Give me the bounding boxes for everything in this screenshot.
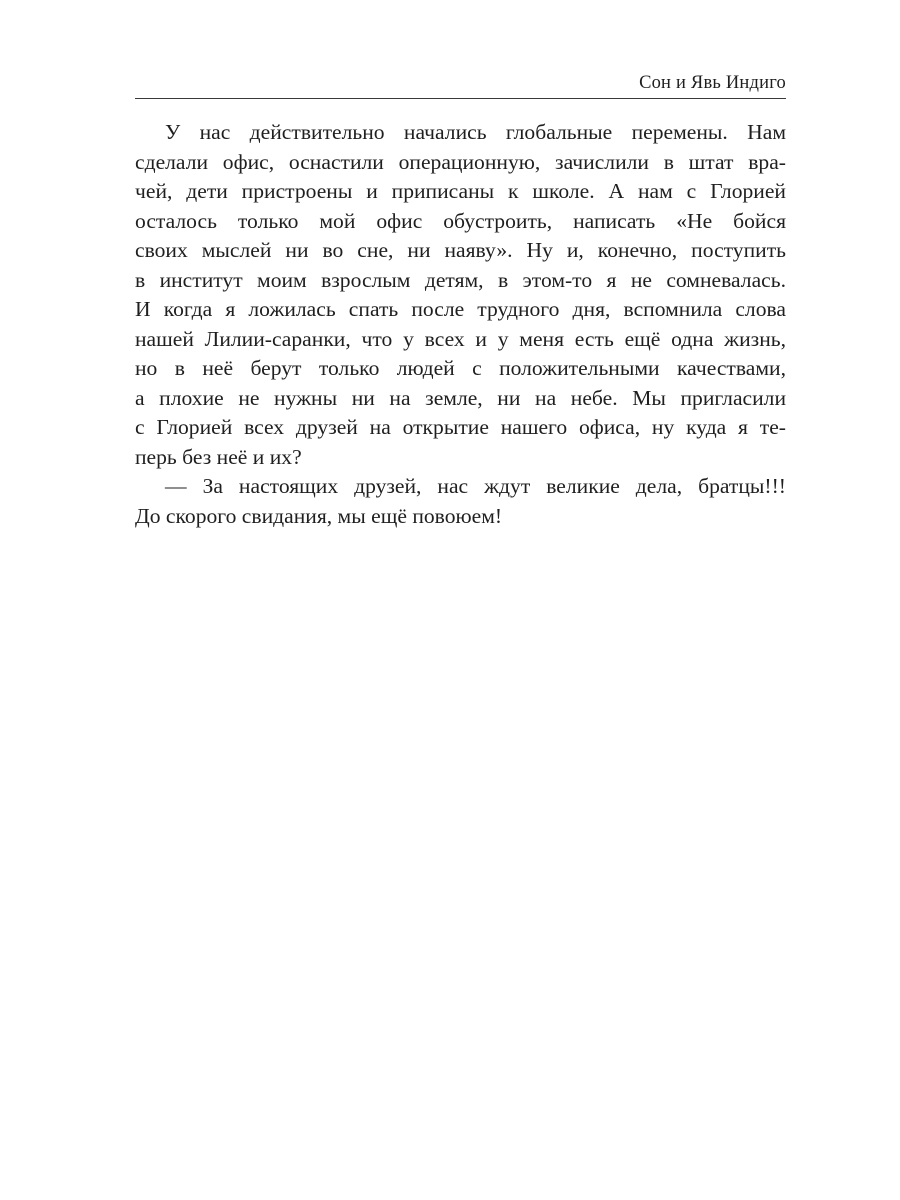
text-line: сделали офис, оснастили операционную, зачислили в штат вра-	[135, 149, 786, 174]
text-line: — За настоящих друзей, нас ждут великие дела, братцы!!!	[165, 474, 786, 498]
text-line: своих мыслей ни во сне, ни наяву». Ну и, конечно, поступить	[135, 238, 786, 262]
page-body	[135, 118, 786, 531]
running-title: Сон и Явь Индиго	[639, 73, 786, 93]
text-line: У нас действительно начались глобальные перемены. Нам	[165, 120, 786, 144]
text-line: чей, дети пристроены и приписаны к школе. А нам с Глорией	[135, 179, 786, 203]
text-line: а плохие не нужны ни на земле, ни на небе. Мы пригласили	[135, 385, 786, 410]
text-line: осталось только мой офис обустроить, написать «Не бойся	[135, 208, 786, 233]
running-header	[135, 72, 786, 99]
paragraph-1	[135, 118, 786, 472]
text-line: нашей Лилии-саранки, что у всех и у меня есть ещё одна жизнь,	[135, 326, 786, 351]
text-line: с Глорией всех друзей на открытие нашего офиса, ну куда я те-	[135, 415, 786, 439]
text-line: в институт моим взрослым детям, в этом-то я не сомневалась.	[135, 267, 786, 292]
text-line: но в неё берут только людей с положительными качествами,	[135, 356, 786, 380]
text-line: И когда я ложилась спать после трудного дня, вспомнила слова	[135, 297, 786, 321]
text-line: До скорого свидания, мы ещё повоюем!	[135, 503, 503, 528]
paragraph-2	[135, 472, 786, 531]
text-line: перь без неё и их?	[135, 444, 302, 469]
